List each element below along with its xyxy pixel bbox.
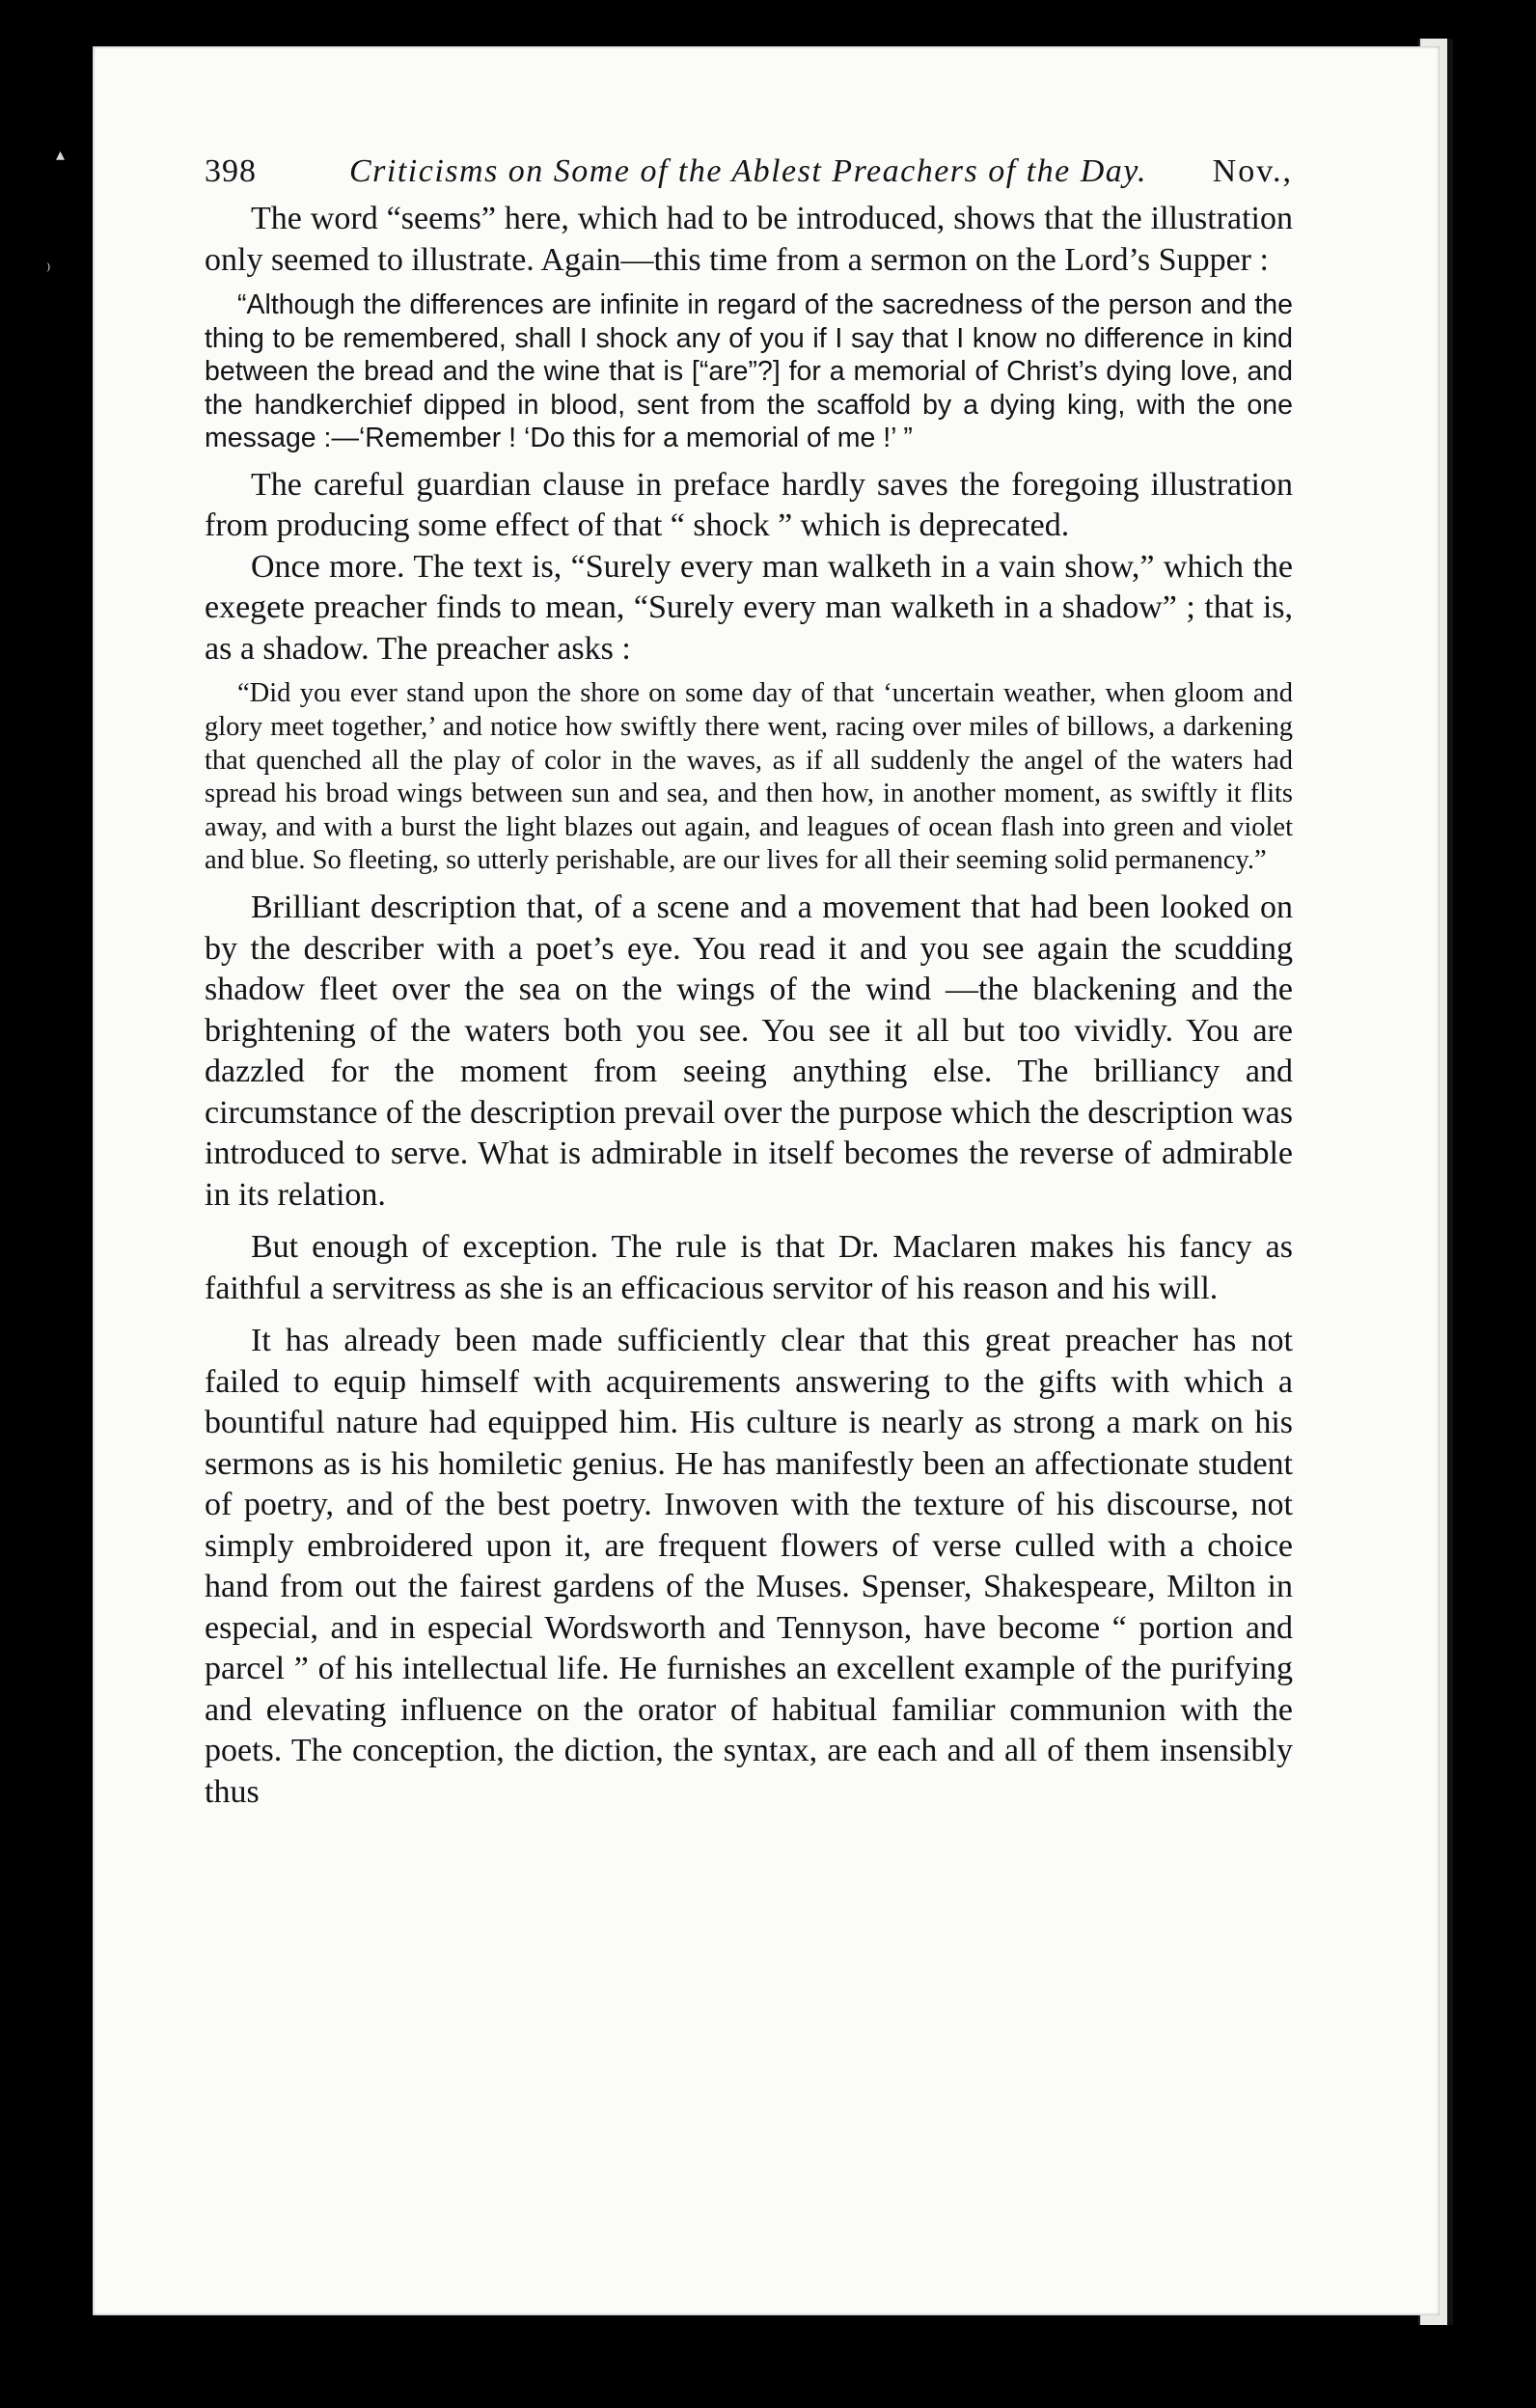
- page-number: 398: [205, 153, 257, 189]
- page-content: [205, 145, 1293, 1813]
- block-quote: “Although the differences are infinite in regard of the sacredness of the person and the thing to be remembered, shall I shock any of you if I say that I know no difference in kind between the bread and the wine that is [“are”?] for a memorial of Christ’s dying love, and the handkerchief dipped in blood, sent from the scaffold by a dying king, with the one message :—‘Remember ! ‘Do this for a memorial of me !’ ”: [205, 289, 1293, 454]
- paragraph: Brilliant description that, of a scene and a movement that had been looked on by the describer with a poet’s eye. You read it and you see again the scudding shadow fleet over the sea on the wings of the wind —the blackening and the brightening of the waters both you see. You see it all but too vividly. You are dazzled for the moment from seeing anything else. The brilliancy and circumstance of the description prevail over the purpose which the description was introduced to serve. What is admirable in itself becomes the reverse of admirable in its relation.: [205, 889, 1293, 1213]
- paragraph: The careful guardian clause in preface hardly saves the foregoing illustration from producing some effect of that “ shock ” which is deprecated.: [205, 466, 1293, 544]
- running-head: [205, 145, 1293, 199]
- paragraph: The word “seems” here, which had to be introduced, shows that the illustration only seemed to illustrate. Again—this time from a sermon on the Lord’s Supper :: [205, 201, 1293, 278]
- running-title: Criticisms on Some of the Ablest Preachers of the Day.: [349, 153, 1148, 189]
- paragraph: Once more. The text is, “Surely every man walketh in a vain show,” which the exegete preacher finds to mean, “Surely every man walketh in a shadow” ; that is, as a shadow. The preacher asks :: [205, 548, 1293, 667]
- running-month: Nov.,: [1212, 153, 1293, 189]
- paragraph: But enough of exception. The rule is that Dr. Maclaren makes his fancy as faithful a servitress as she is an efficacious servitor of his reason and his will.: [205, 1229, 1293, 1306]
- margin-mark: ⁾: [46, 260, 51, 280]
- margin-mark: ▴: [56, 145, 66, 164]
- block-quote: “Did you ever stand upon the shore on some day of that ‘uncertain weather, when gloom and glory meet together,’ and notice how swiftly there went, racing over miles of billows, a darkening that quenched all the play of color in the waves, as if all suddenly the angel of the waters had spread his broad wings between sun and sea, and then how, in another moment, as swiftly it flits away, and with a burst the light blazes out again, and leagues of ocean flash into green and violet and blue. So fleeting, so utterly perishable, are our lives for all their seeming solid permanency.”: [205, 678, 1293, 876]
- paragraph: It has already been made sufficiently clear that this great preacher has not failed to equip himself with acquirements answering to the gifts with which a bountiful nature had equipped him. His culture is nearly as strong a mark on his sermons as is his homiletic genius. He has manifestly been an affectionate student of poetry, and of the best poetry. Inwoven with the texture of his discourse, not simply embroidered upon it, are frequent flowers of verse culled with a choice hand from out the fairest gardens of the Muses. Spenser, Shakespeare, Milton in especial, and in especial Wordsworth and Tennyson, have become “ portion and parcel ” of his intellectual life. He furnishes an excellent example of the purifying and elevating influence on the orator of habitual familiar communion with the poets. The conception, the diction, the syntax, are each and all of them insensibly thus: [205, 1323, 1293, 1810]
- body-text: [205, 199, 1293, 1813]
